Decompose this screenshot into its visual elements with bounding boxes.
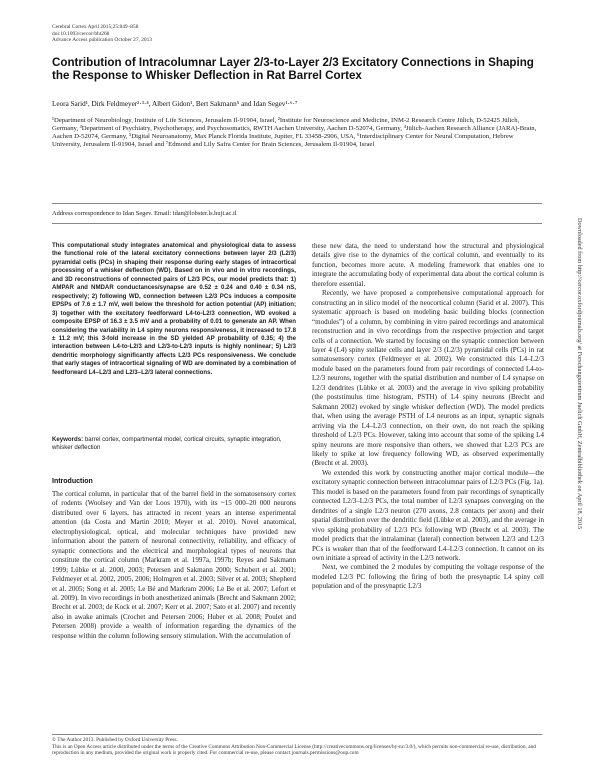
paragraph: We extended this work by constructing another major cortical module—the excitatory synaptic connection between intracolumnar pairs of L2/3 PCs (Fig. 1a). This model is based on the parameters found from pair recordings of synaptically connected L2/3–L2/3 PCs, the total number of L2/3 synapses converging on the dendrites of a single L2/3 neuron (270 axons, 2.8 contacts per axon) and their spatial distribution over the dendritic field (Lübke et al. 2003), and the average in vivo spiking probability of L2/3 PCs following WD (Brecht et al. 2003). The model predicts that the intralaminar (lateral) connection between L2/3 and L2/3 PCs is weaker than that of the feedforward L4–L2/3 connection. It cannot on its own initiate a spread of activity in the L2/3 network.	[312, 468, 544, 562]
keywords-label: Keywords:	[52, 436, 84, 443]
divider	[52, 203, 542, 204]
author-list: Leora Sarid¹, Dirk Feldmeyer²·³·⁴, Albert Gidon¹, Bert Sakmann⁵ and Idan Segev¹·⁶·⁷	[52, 100, 298, 108]
correspondence: Address correspondence to Idan Segev. Email: idan@lobster.ls.huji.ac.il	[52, 210, 237, 217]
journal-header	[52, 24, 152, 44]
download-note-text: Downloaded from http://cercor.oxfordjournals.org/ at Forschungszentrum Juelich GmbH, Zentralbibliothek on April 18, 2015	[576, 218, 583, 530]
right-column	[312, 242, 544, 592]
doi: doi:10.1093/cercor/bht268	[52, 30, 110, 37]
keywords-text: barrel cortex, compartmental model, cortical circuits, synaptic integration, whisker deflection	[52, 436, 282, 452]
advance-access: Advance Access publication October 27, 2013	[52, 37, 152, 44]
abstract: This computational study integrates anatomical and physiological data to assess the functional role of the lateral excitatory connections between layer 2/3 (L2/3) pyramidal cells (PCs) in shaping their response during early stages of intracortical processing of a whisker deflection (WD). Based on in vivo and in vitro recordings, and 3D reconstructions of connected pairs of L2/3 PCs, our model predicts that: 1) AMPAR and NMDAR conductances/synapse are 0.52 ± 0.24 and 0.40 ± 0.34 nS, respectively; 2) following WD, connection between L2/3 PCs induces a composite EPSPs of 7.6 ± 1.7 mV, well below the threshold for action potential (AP) initiation; 3) together with the excitatory feedforward L4-to-L2/3 connection, WD evoked a composite EPSP of 16.3 ± 3.5 mV and a probability of 0.01 to generate an AP. When considering the variability in L4 spiny neurons responsiveness, it increased to 17.8 ± 11.2 mV; this 3-fold increase in the SD yielded AP probability of 0.35; 4) the interaction between L4-to-L2/3 and L2/3-to-L2/3 inputs is highly nonlinear; 5) L2/3 dendritic morphology significantly affects L2/3 PCs responsiveness. We conclude that early stages of intracortical signaling of WD are dominated by a combination of feedforward L4–L2/3 and L2/3–L2/3 lateral connections.	[52, 242, 296, 376]
download-note	[573, 218, 585, 598]
affiliations: ¹Department of Neurobiology, Institute of Life Sciences, Jerusalem Il-91904, Israel, ²Institute for Neuroscience and Medicine, INM-2 Research Centre Jülich, D-52425 Jülich, Germany, ³Department of Psychiatry, Psychotherapy, and Psychosomatics, RWTH Aachen University, Aachen D-52074, Germany, ⁴Jülich-Aachen Research Alliance (JARA)-Brain, Aachen D-52074, Germany, ⁵Digital Neuroanatomy, Max Planck Florida Institute, Jupiter, FL 33458-2906, USA, ⁶Interdisciplinary Center for Neural Computation, Hebrew University, Jerusalem Il-91904, Israel and ⁷Edmond and Lily Safra Center for Brain Sciences, Jerusalem Il-91904, Israel	[52, 117, 537, 149]
paragraph: The cortical column, in particular that of the barrel field in the somatosensory cortex of rodents (Woolsey and Van der Loos 1970), with its ~15 000–20 000 neurons distributed over 6 layers, has attracted in recent years an intense experimental attention (da Costa and Martin 2010; Meyer et al. 2010). Novel anatomical, electrophysiological, optical, and molecular techniques have provided new information about the pattern of neuronal connectivity, reliability, and efficacy of synaptic connections and the electrical and morphological types of neurons that constitute the cortical column (Markram et al. 1997a, 1997b; Reyes and Sakmann 1999; Lübke et al. 2000, 2003; Petersen and Sakmann 2000; Schubert et al. 2001; Feldmeyer et al. 2002, 2005, 2006; Holmgren et al. 2003; Silver et al. 2003; Shepherd et al. 2005; Song et al. 2005; Le Bé and Markram 2006; Le Be et al. 2007; Lefort et al. 2009). In vivo recordings in both anesthetized animals (Brecht and Sakmann 2002; Brecht et al. 2003; de Kock et al. 2007; Kerr et al. 2007; Sato et al. 2007) and recently also in awake animals (Crochet and Petersen 2006; Huber et al. 2008; Poulet and Petersen 2008) provide a wealth of information regarding the dynamics of the response within the column following sensory stimulation. With the accumulation of	[52, 490, 296, 640]
introduction-text	[52, 490, 296, 641]
paragraph: Next, we combined the 2 modules by computing the voltage response of the modeled L2/3 PC following the firing of both the presynaptic L4 spiny cell population and of the presynaptic L2/3	[312, 563, 544, 591]
divider	[52, 223, 542, 224]
footer	[52, 737, 542, 757]
divider	[52, 734, 542, 735]
keywords	[52, 436, 296, 453]
section-heading-introduction: Introduction	[52, 478, 93, 485]
paragraph: these new data, the need to understand how the structural and physiological details give rise to the dynamics of the cortical column, and eventually to its function, becomes more acute. A modeling framework that enables one to integrate the accumulating body of experimental data about the cortical column is therefore essential.	[312, 242, 544, 288]
copyright: © The Author 2013. Published by Oxford University Press.	[52, 737, 178, 743]
journal-citation: Cerebral Cortex April 2015;25:849–858	[52, 24, 139, 30]
paragraph: Recently, we have proposed a comprehensive computational approach for constructing an in silico model of the neocortical column (Sarid et al. 2007). This systematic approach is based on modeling basic building blocks (connection “modules”) of a column, by combining in vitro paired recordings and anatomical reconstruction and in vivo recordings from the respective projection and target cells of a connection. We started by focusing on the synaptic connection between layer 4 (L4) spiny stellate cells and layer 2/3 (L2/3) pyramidal cells (PCs) in rat somatosensory cortex (Feldmeyer et al. 2002). We constructed this L4–L2/3 module based on the parameters found from pair recordings of connected L4-to-L2/3 neurons, together with the spatial distribution and number of L4 synapse on L2/3 dendrites (Lübke et al. 2003) and the average in vivo spiking probability (the poststimulus time histogram, PSTH) of L4 spiny neurons (Brecht and Sakmann 2002) evoked by single whisker deflection (WD). The model predicts that, when using the average PSTH of L4 neurons as an input, synaptic signals arriving via the L4–L2/3 connection, on their own, do not reach the spiking threshold of L2/3 PCs. However, taking into account that some of the spiking L4 spiny neurons are more responsive than others, we showed that L2/3 PCs are likely to spike at low frequency following WD, as observed experimentally (Brecht et al. 2003).	[312, 289, 544, 468]
license-text: This is an Open Access article distributed under the terms of the Creative Commons Attribution Non-Commercial License (http://creativecommons.org/licenses/by-nc/3.0/), which permits non-commercial re-use, distribution, and reproduction in any medium, provided the original work is properly cited. For commercial re-use, please contact journals.permissions@oup.com	[52, 743, 536, 757]
article-title: Contribution of Intracolumnar Layer 2/3-to-Layer 2/3 Excitatory Connections in Shaping the Response to Whisker Deflection in Rat Barrel Cortex	[52, 56, 534, 83]
